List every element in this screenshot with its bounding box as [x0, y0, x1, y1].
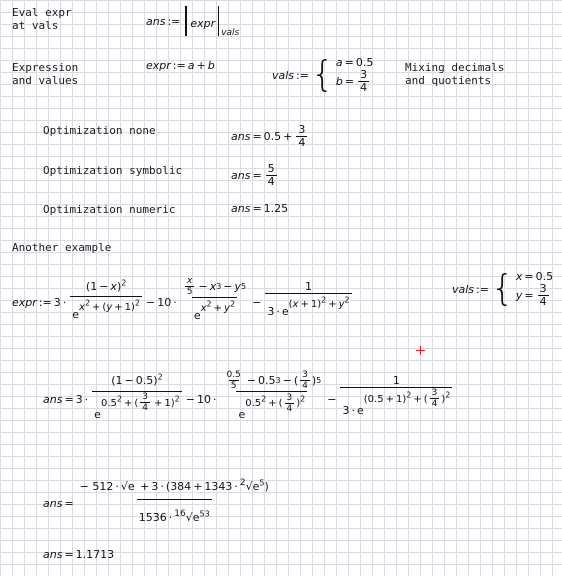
opt-numeric-label: Optimization numeric — [43, 203, 176, 216]
ans-opt-symbolic[interactable]: ans = $\frac{5}{4}$ — [231, 162, 275, 188]
opt-symbolic-label: Optimization symbolic — [43, 164, 183, 177]
ans-final[interactable]: ans = 1.1713 — [43, 548, 115, 561]
ans-substituted[interactable]: ans = 3 · $(1 - 0.5)^2$ $e0.5^2$ + ( $\frac{3}{4}$ + 1)$^2$ − 10 · $\frac{0.5}{5}$ − 0.5 3 − ( $\frac{3}{4}$ ) 5 $e0.5^2$ + ( $\frac{3}{4}$ )$^2$ − 1 $3 \cdot e(0.5 + 1)^2$ + ( $\frac{3}{4}$ )$^2$ — [43, 370, 454, 429]
vals-definition[interactable]: vals := { a = 0.5 b = $\frac{3}{4}$ — [272, 54, 374, 95]
another-example-label: Another example — [12, 241, 112, 254]
mixing-label: Mixing decimals and quotients — [405, 61, 505, 87]
brace-icon: { — [310, 54, 334, 95]
ans-opt-numeric[interactable]: ans = 1.25 — [231, 202, 289, 215]
brace-icon: { — [490, 268, 514, 309]
expr-definition[interactable]: expr := a + b — [146, 59, 215, 72]
opt-none-label: Optimization none — [43, 124, 156, 137]
ans-simplified[interactable]: ans = $\frac{- 512 \cdot √e + 3 \cdot (384 + 1343 \cdot ^2√e^5)}{1536 \cdot ^{16}√e^{53}}$ — [43, 476, 273, 531]
expression-label: Expression and values — [12, 61, 79, 87]
ans-opt-none[interactable]: ans = 0.5 + $\frac{3}{4}$ — [231, 123, 306, 149]
ans-eval-definition[interactable]: ans := expr vals — [146, 6, 239, 36]
crosshair-cursor-icon — [416, 346, 425, 355]
expr-big-definition[interactable]: expr := 3 · $\frac{(1 - x)^2}{ex^2 + (y + 1)^2}$ − 10 · $\frac{x}{5}$ − x 3 − y 5 $ex^2 + y^2$ − $\frac{1}{3 \cdot e(x + 1)^2 + y^2}$ — [12, 276, 354, 329]
eval-expr-label: Eval expr at vals — [12, 6, 72, 32]
vals-xy-definition[interactable]: vals := { x = 0.5 y = $\frac{3}{4}$ — [452, 268, 554, 309]
